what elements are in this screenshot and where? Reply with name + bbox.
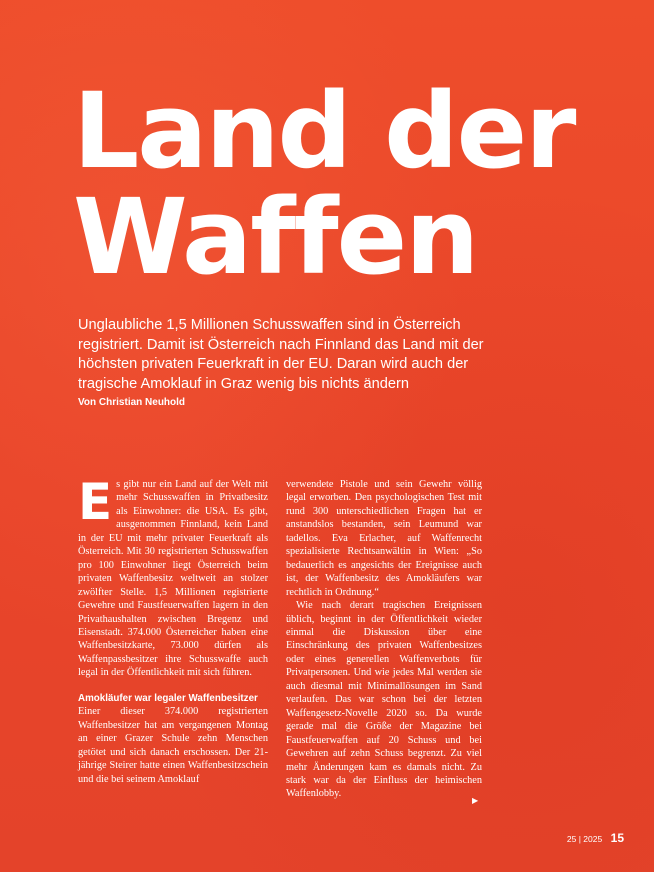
headline-line-1: Land der — [73, 70, 575, 192]
headline-line-2: Waffen — [73, 176, 478, 298]
page-number: 15 — [610, 831, 624, 845]
body-paragraph-1 — [78, 473, 268, 680]
lede: Unglaubliche 1,5 Millionen Schusswaffen sind in Österreich registriert. Damit ist Österreich nach Finnland das Land mit der höchsten privaten Feuerkraft in der EU. Daran wird auch der tragische Amoklauf in Graz wenig bis nichts ändern — [78, 317, 484, 392]
body-paragraph-1-text: s gibt nur ein Land auf der Welt mit mehr Schusswaffen in Privatbesitz als Einwohner: die USA. Es gibt, ausgenommen Finnland, kein Land in der EU mit mehr privater Feuerkraft als Österreich. Mit 30 registrierten Schusswaffen pro 100 Einwohner liegt Österreich beim privaten Waffenbesitz weltweit an stolzer zwölfter Stelle. 1,5 Millionen registrierte Gewehre und Faustfeuerwaffen lagern in den Privathaushalten zwischen Bregenz und Eisenstadt. 374.000 Österreicher haben eine Waffenbesitzkarte, 73.000 dürfen als Waffenpassbesitzer ihre Schusswaffe auch legal in der Öffentlichkeit mit sich führen. — [78, 479, 268, 679]
subheading: Amokläufer war legaler Waffenbesitzer — [78, 692, 258, 704]
body-column-1 — [78, 473, 268, 786]
body-column-2 — [286, 478, 482, 801]
headline — [73, 70, 575, 298]
issue-number: 25 | 2025 — [566, 834, 603, 844]
drop-cap: E — [78, 473, 113, 531]
body-paragraph-2: Einer dieser 374.000 registrierten Waffenbesitzer hat am vergangenen Montag an einer Grazer Schule zehn Menschen getötet und sich danach erschossen. Der 21-jährige Steirer hatte einen Waffenbesitzschein und die bei seinem Amoklauf — [78, 706, 268, 785]
body-paragraph-4: Wie nach derart tragischen Ereignissen üblich, beginnt in der Öffentlichkeit wieder einmal die Diskussion über eine Einschränkung des privaten Waffenbesitzes oder eines generellen Waffenverbots für Privatpersonen. Und wie jedes Mal werden sie auch diesmal mit Minimallösungen im Sand verlaufen. Das war schon bei der letzten Waffengesetz-Novelle 2020 so. Da wurde gerade mal die Größe der Magazine bei Faustfeuerwaffen auf 20 Schuss und bei Gewehren auf zehn Schuss begrenzt. Zu viel mehr Änderungen kam es damals nicht. Zu stark war da der Einfluss der heimischen Waffenlobby. — [286, 600, 482, 800]
byline: Von Christian Neuhold — [78, 397, 186, 408]
end-of-article-triangle-icon: ▶ — [472, 796, 479, 805]
body-paragraph-3: verwendete Pistole und sein Gewehr völlig legal erworben. Den psychologischen Test mit rund 300 unterschiedlichen Fragen hat er anstandslos bestanden, sein Leumund war tadellos. Eva Erlacher, auf Waffenrecht spezialisierte Rechtsanwältin in Wien: „So bedauerlich es angesichts der Ereignisse auch ist, der Waffenbesitz des Amokläufers war rechtlich in Ordnung.“ — [286, 479, 482, 598]
page-folio — [567, 829, 624, 847]
